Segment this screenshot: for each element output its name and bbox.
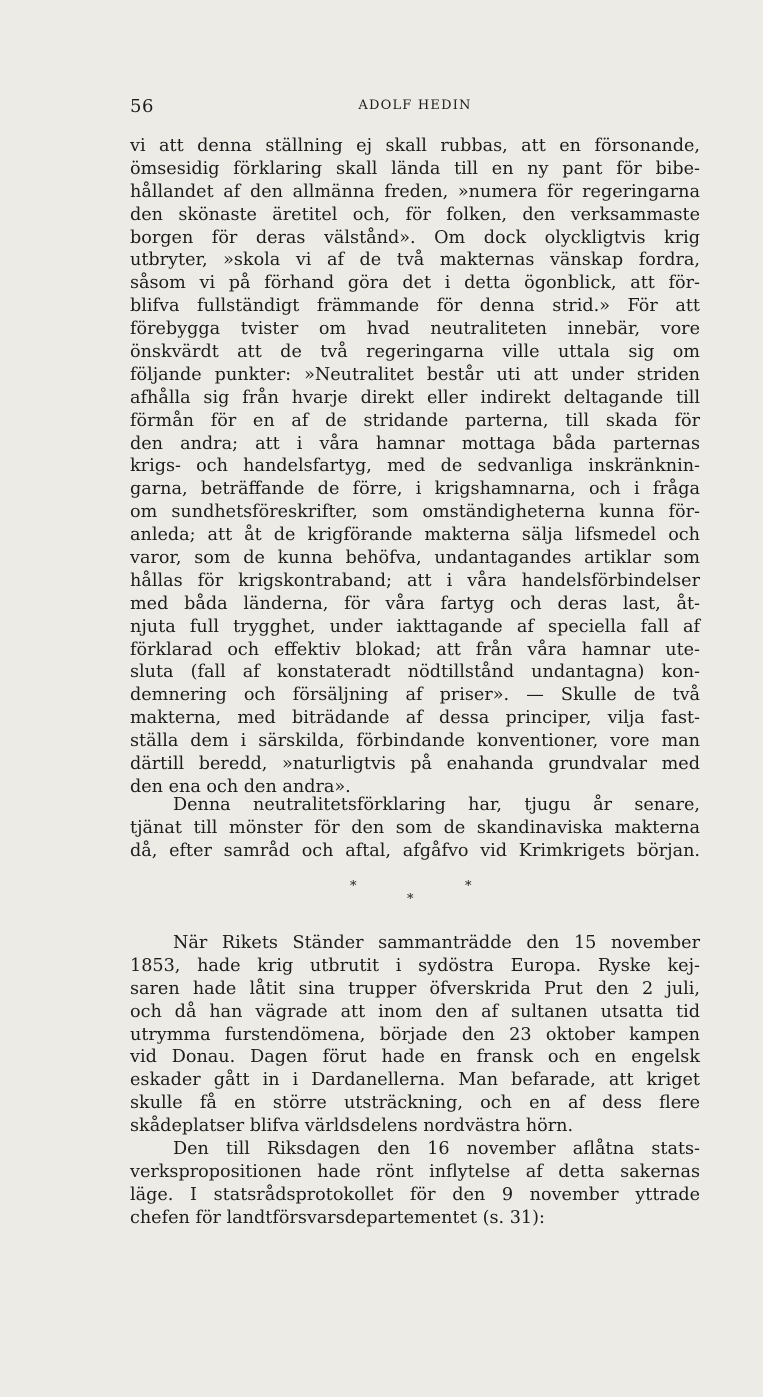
paragraph-1 [130, 135, 700, 799]
text-line: skådeplatser blifva världsdelens nordvästra hörn. [130, 1116, 574, 1137]
asterisk: * [465, 879, 472, 894]
text-line: blifva fullständigt främmande för denna strid.» För att [130, 296, 700, 317]
text-line: skulle få en större utsträckning, och en af dess flere [130, 1093, 700, 1114]
section-break [0, 880, 763, 920]
text-line: verkspropositionen hade rönt inflytelse af detta sakernas [130, 1161, 700, 1182]
text-line: Denna neutralitetsförklaring har, tjugu år senare, [173, 795, 700, 815]
text-line: ställa dem i särskilda, förbindande konventioner, vore man [130, 731, 700, 752]
text-line: demnering och försäljning af priser». — Skulle de två [130, 685, 700, 706]
text-line: vid Donau. Dagen förut hade en fransk och en engelsk [130, 1047, 700, 1068]
text-line: och då han vägrade att inom den af sultanen utsatta tid [130, 1001, 700, 1022]
running-head: ADOLF HEDIN [358, 98, 472, 113]
text-line: chefen för landtförsvarsdepartementet (s. 31): [130, 1207, 545, 1228]
text-line: sluta (fall af konstateradt nödtillstånd undantagna) kon- [130, 662, 700, 683]
text-line: förklarad och effektiv blokad; att från våra hamnar ute- [130, 639, 700, 660]
text-line: anleda; att åt de krigförande makterna sälja lifsmedel och [130, 525, 700, 546]
paragraph-4 [130, 1138, 700, 1230]
paragraph-3 [130, 932, 700, 1138]
text-line: hållandet af den allmänna freden, »numera för regeringarna [130, 181, 700, 202]
text-line: därtill beredd, »naturligtvis på enahanda grundvalar med [130, 754, 700, 775]
text-line: läge. I statsrådsprotokollet för den 9 november yttrade [130, 1184, 700, 1205]
text-line: krigs- och handelsfartyg, med de sedvanliga inskränknin- [130, 456, 700, 477]
text-line: såsom vi på förhand göra det i detta ögonblick, att för- [130, 273, 700, 294]
text-line: njuta full trygghet, under iakttagande af speciella fall af [130, 616, 700, 637]
text-line: borgen för deras välstånd». Om dock olyckligtvis krig [130, 227, 700, 248]
text-line: saren hade låtit sina trupper öfverskrida Prut den 2 juli, [130, 978, 700, 999]
text-line: eskader gått in i Dardanellerna. Man befarade, att kriget [130, 1070, 700, 1091]
text-line: följande punkter: »Neutralitet består uti att under striden [130, 364, 700, 385]
text-line: utbryter, »skola vi af de två makternas vänskap fordra, [130, 250, 700, 271]
text-line: då, efter samråd och aftal, afgåfvo vid Krimkrigets början. [130, 840, 700, 861]
text-line: med båda länderna, för våra fartyg och deras last, åt- [130, 593, 700, 614]
text-line: afhålla sig från hvarje direkt eller indirekt deltagande till [130, 387, 700, 408]
text-line: önskvärdt att de två regeringarna ville uttala sig om [130, 342, 700, 363]
text-line: utrymma furstendömena, började den 23 oktober kampen [130, 1024, 700, 1045]
text-line: makterna, med biträdande af dessa principer, vilja fast- [130, 708, 700, 729]
page-header [130, 96, 700, 120]
text-line: den andra; att i våra hamnar mottaga båda parternas [130, 433, 700, 454]
text-line: vi att denna ställning ej skall rubbas, att en försonande, [130, 136, 700, 156]
text-line: garna, beträffande de förre, i krigshamnarna, och i fråga [130, 479, 700, 500]
text-line: tjänat till mönster för den som de skandinaviska makterna [130, 817, 700, 838]
text-line: den ena och den andra». [130, 776, 351, 797]
page-number: 56 [130, 96, 154, 117]
text-line: ömsesidig förklaring skall lända till en ny pant för bibe- [130, 158, 700, 179]
text-line: 1853, hade krig utbrutit i sydöstra Europa. Ryske kej- [130, 955, 700, 976]
text-line: förmån för en af de stridande parterna, till skada för [130, 410, 700, 431]
text-line: hållas för krigskontraband; att i våra handelsförbindelser [130, 570, 700, 591]
asterisk: * [407, 892, 414, 907]
paragraph-2 [130, 794, 700, 863]
text-line: om sundhetsföreskrifter, som omständigheterna kunna för- [130, 502, 700, 523]
text-line: varor, som de kunna behöfva, undantagandes artiklar som [130, 548, 700, 569]
text-line: den skönaste äretitel och, för folken, den verksammaste [130, 204, 700, 225]
text-line: förebygga tvister om hvad neutraliteten innebär, vore [130, 319, 700, 340]
asterisk: * [350, 879, 357, 894]
text-line: Den till Riksdagen den 16 november aflåtna stats- [173, 1139, 700, 1159]
text-line: När Rikets Ständer sammanträdde den 15 november [173, 933, 700, 953]
